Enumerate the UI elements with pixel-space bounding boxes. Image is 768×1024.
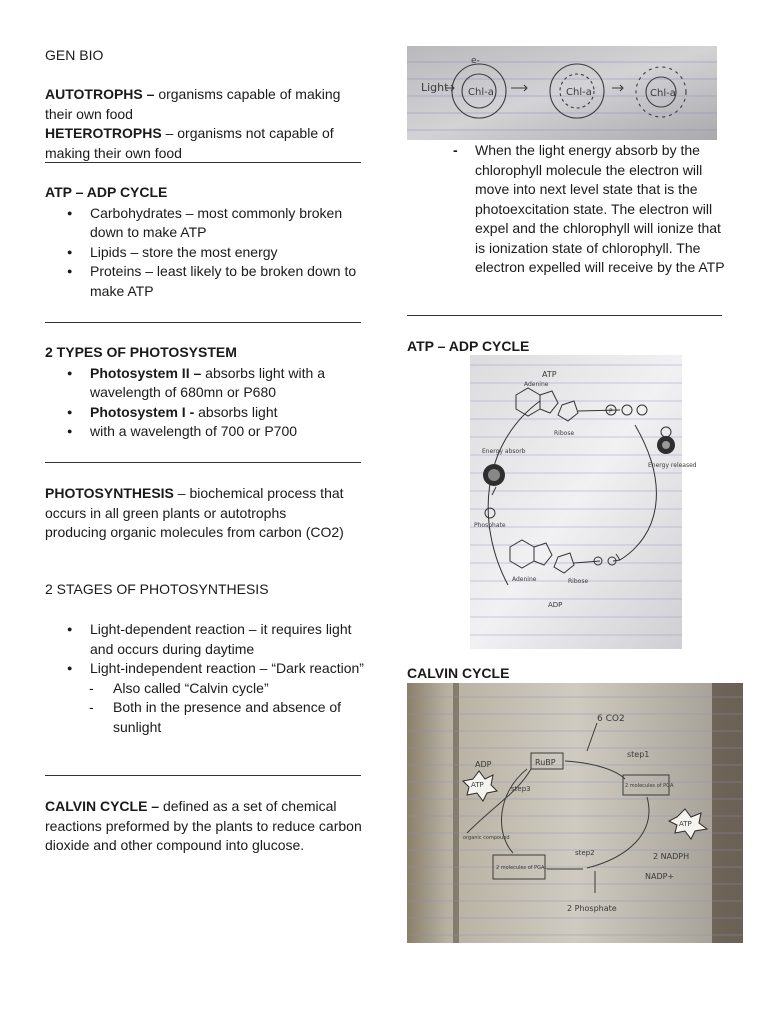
atp-adp-title: ATP – ADP CYCLE <box>45 184 168 200</box>
atp-label-energy-absorb: Energy absorb <box>482 448 526 455</box>
calvin-definition <box>45 797 365 856</box>
excitation-text: When the light energy absorb by the chlorophyll molecule the electron will move into next level state that is the photoexcitation state. The electron will expel and the chlorophyll will ionize that is ionization state of chlorophyll. The electron expelled will receive by the ATP <box>475 142 725 275</box>
list-item <box>45 403 365 423</box>
page-header: GEN BIO <box>45 47 104 63</box>
photosystem-i-wavelength: with a wavelength of 700 or P700 <box>90 423 298 439</box>
list-item: ● Proteins – least likely to be broken down to make ATP <box>45 262 365 301</box>
list-item <box>45 364 365 403</box>
photosystem-section <box>45 343 365 442</box>
photo-label-chl-3: Chl-a <box>650 88 676 99</box>
calvin-label-adp: ADP <box>475 760 492 769</box>
calvin-text: defined as a set of chemical reactions preformed by the plants to reduce carbon dioxide and other compound into glucose. <box>45 798 362 853</box>
divider <box>407 315 722 316</box>
autotrophs-term: AUTOTROPHS – <box>45 86 155 102</box>
calvin-cycle-photo <box>407 683 743 943</box>
photo-label-e: e- <box>471 56 480 66</box>
atp-label-bottom: ADP <box>548 601 563 609</box>
atp-label-ribose-2: Ribose <box>568 578 589 585</box>
photosystem-list <box>45 364 365 442</box>
calvin-term: CALVIN CYCLE – <box>45 798 160 814</box>
sublist-item: - Both in the presence and absence of sunlight <box>45 698 365 737</box>
divider <box>45 322 361 323</box>
autotrophs-text: organisms capable of making their own food <box>45 86 341 122</box>
atp-diagram-title: ATP – ADP CYCLE <box>407 338 530 354</box>
excitation-dash: - <box>453 142 458 158</box>
atp-label-p: P <box>609 408 613 415</box>
calvin-label-nadp: NADP+ <box>645 872 675 881</box>
calvin-label-step3: step3 <box>511 785 531 793</box>
atp-label-energy-released: Energy released <box>648 462 697 469</box>
photosystem-title: 2 TYPES OF PHOTOSYSTEM <box>45 344 237 360</box>
photosystem-i-text: absorbs light <box>194 403 278 420</box>
definitions-block <box>45 85 365 163</box>
atp-label-adenine-2: Adenine <box>512 576 537 583</box>
photosynthesis-text: – biochemical process that occurs in all green plants or autotrophs producing organic molecules from carbon (CO2) <box>45 485 344 540</box>
heterotrophs-definition <box>45 124 365 163</box>
photosynthesis-term: PHOTOSYNTHESIS <box>45 485 174 501</box>
calvin-label-co2: 6 CO2 <box>597 714 625 724</box>
stages-section <box>45 620 365 737</box>
list-item: ● Light-dependent reaction – it requires light and occurs during daytime <box>45 620 365 659</box>
calvin-label-organic: organic compound <box>463 835 510 841</box>
calvin-label-pgal: 2 molecules of PGAL <box>496 865 548 871</box>
list-item <box>45 422 365 442</box>
divider <box>45 775 361 776</box>
atp-label-top: ATP <box>542 370 557 379</box>
calvin-label-nadph: 2 NADPH <box>653 852 690 861</box>
calvin-label-atp-1: ATP <box>471 781 484 789</box>
photoexcitation-photo <box>407 46 717 140</box>
photosynthesis-definition <box>45 484 345 543</box>
calvin-label-pga: 2 molecules of PGA <box>625 783 674 789</box>
stages-sublist <box>45 679 365 738</box>
list-item: ● Lipids – store the most energy <box>45 243 365 263</box>
atp-label-ribose-1: Ribose <box>554 430 575 437</box>
photosystem-ii-term: Photosystem II – <box>90 364 202 381</box>
calvin-label-step1: step1 <box>627 750 650 759</box>
divider <box>45 462 361 463</box>
calvin-diagram-title: CALVIN CYCLE <box>407 665 510 681</box>
stages-title: 2 STAGES OF PHOTOSYNTHESIS <box>45 581 269 597</box>
heterotrophs-text: – organisms not capable of making their own food <box>45 125 334 161</box>
calvin-label-step2: step2 <box>575 849 595 857</box>
calvin-label-atp-2: ATP <box>679 820 692 828</box>
autotrophs-definition <box>45 85 365 124</box>
heterotrophs-term: HETEROTROPHS <box>45 125 162 141</box>
photo-label-light: Light <box>421 81 449 94</box>
atp-list <box>45 204 365 302</box>
list-item: ● Light-independent reaction – “Dark reaction” <box>45 659 365 679</box>
atp-adp-section <box>45 183 365 301</box>
list-item: ● Carbohydrates – most commonly broken down to make ATP <box>45 204 365 243</box>
calvin-label-rubp: RuBP <box>535 758 556 767</box>
photosystem-i-term: Photosystem I - <box>90 403 195 420</box>
atp-label-phosphate: Phosphate <box>474 522 506 529</box>
sublist-item: - Also called “Calvin cycle” <box>45 679 365 699</box>
atp-cycle-photo <box>470 355 697 649</box>
photo-label-chl-2: Chl-a <box>566 87 592 98</box>
photosystem-ii-text: absorbs light with a wavelength of 680mn or P680 <box>90 364 325 400</box>
stages-list <box>45 620 365 679</box>
calvin-label-phosphate: 2 Phosphate <box>567 904 617 913</box>
photo-label-chl-1: Chl-a <box>468 87 494 98</box>
divider <box>45 162 361 163</box>
atp-label-adenine-1: Adenine <box>524 381 549 388</box>
